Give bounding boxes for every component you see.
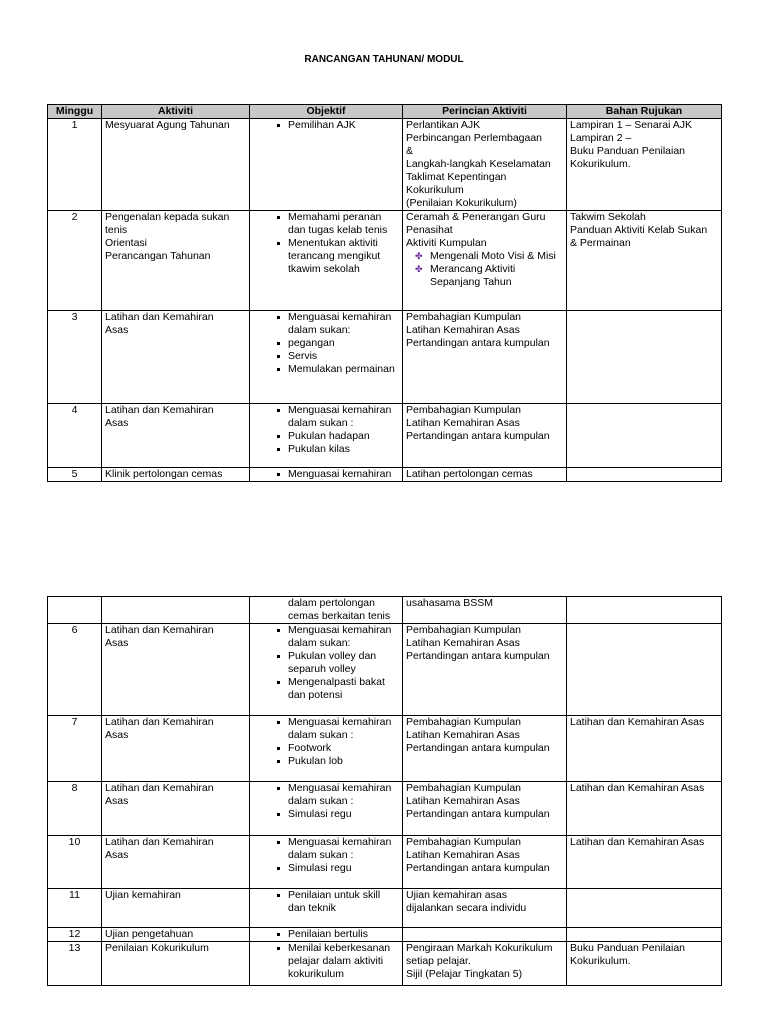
cell-line: Kokurikulum (406, 184, 464, 196)
cell-minggu: 13 (48, 942, 102, 986)
cell-perincian (403, 624, 567, 716)
cell-line: Latihan Kemahiran Asas (406, 324, 520, 336)
bullet-item: Memulakan permainan (288, 363, 399, 376)
bullet-item: ✤ Merancang Aktiviti Sepanjang Tahun (430, 263, 563, 289)
bullet-item: Menguasai kemahiran (288, 468, 399, 481)
bullet-item: Penilaian bertulis (288, 928, 399, 941)
cell-objektif (250, 782, 403, 836)
cell-aktiviti (102, 716, 250, 782)
bullet-item: pegangan (288, 337, 399, 350)
header-rujukan: Bahan Rujukan (567, 105, 722, 119)
cell-line: Perancangan Tahunan (105, 250, 211, 262)
cell-aktiviti (102, 836, 250, 889)
cell-line: Langkah-langkah Keselamatan (406, 158, 551, 170)
bullet-item: Pukulan volley dan separuh volley (288, 650, 399, 676)
cell-line: Latihan dan Kemahiran (105, 716, 214, 728)
cell-line: Asas (105, 324, 129, 336)
bullet-item: Penilaian untuk skill dan teknik (288, 889, 399, 915)
cell-perincian (403, 404, 567, 468)
cell-aktiviti (102, 928, 250, 942)
cell-line: Ujian pengetahuan (105, 928, 194, 940)
bullet-item: Pukulan kilas (288, 443, 399, 456)
table-row (48, 624, 722, 716)
cell-rujukan (567, 119, 722, 211)
cell-line: Asas (105, 417, 129, 429)
cell-line: setiap pelajar. (406, 955, 471, 967)
cell-minggu: 6 (48, 624, 102, 716)
cell-line: Latihan Kemahiran Asas (406, 795, 520, 807)
cell-aktiviti (102, 404, 250, 468)
cell-perincian (403, 468, 567, 482)
document-title: RANCANGAN TAHUNAN/ MODUL (304, 54, 464, 65)
cell-line: Asas (105, 729, 129, 741)
cell-line: dijalankan secara individu (406, 902, 527, 914)
cell-objektif (250, 119, 403, 211)
bullet-item: Pukulan lob (288, 755, 399, 768)
bullet-list (274, 624, 399, 702)
cell-line: Perbincangan Perlembagaan (406, 132, 543, 144)
cell-aktiviti (102, 889, 250, 928)
cell-minggu: 11 (48, 889, 102, 928)
cell-aktiviti (102, 119, 250, 211)
cell-line: Pertandingan antara kumpulan (406, 742, 550, 754)
cell-line: Panduan Aktiviti Kelab Sukan (570, 224, 708, 236)
bullet-list (274, 942, 399, 981)
cell-line: tenis (105, 224, 128, 236)
cell-perincian (403, 716, 567, 782)
cell-minggu: 7 (48, 716, 102, 782)
table-row (48, 716, 722, 782)
bullet-item: Menguasai kemahiran dalam sukan : (288, 782, 399, 808)
bullet-list (274, 836, 399, 875)
cell-minggu: 5 (48, 468, 102, 482)
bullet-item: Menentukan aktiviti terancang mengikut tkawim sekolah (288, 237, 399, 276)
bullet-list (274, 928, 399, 941)
table-row (48, 928, 722, 942)
table-row (48, 311, 722, 404)
cell-line: Latihan dan Kemahiran (105, 624, 214, 636)
bullet-item: ✤ Mengenali Moto Visi & Misi (430, 250, 563, 263)
cell-line: Mesyuarat Agung Tahunan (105, 119, 230, 131)
cell-minggu: 10 (48, 836, 102, 889)
cell-rujukan (567, 404, 722, 468)
cell-line: Buku Panduan Penilaian (570, 145, 686, 157)
cell-line: Latihan dan Kemahiran (105, 311, 214, 323)
bullet-list (274, 404, 399, 456)
cell-line: Pertandingan antara kumpulan (406, 862, 550, 874)
cell-objektif (250, 311, 403, 404)
cell-line: & Permainan (570, 237, 631, 249)
bullet-item: Footwork (288, 742, 399, 755)
cell-rujukan (567, 942, 722, 986)
cell-objektif (250, 836, 403, 889)
bullet-item: Menguasai kemahiran dalam sukan: (288, 311, 399, 337)
cell-rujukan (567, 928, 722, 942)
table-row (48, 404, 722, 468)
table-row (48, 119, 722, 211)
bullet-item: Menguasai kemahiran dalam sukan : (288, 404, 399, 430)
bullet-item: Memahami peranan dan tugas kelab tenis (288, 211, 399, 237)
cell-line: Takwim Sekolah (570, 211, 646, 223)
cell-line: Latihan dan Kemahiran (105, 404, 214, 416)
cell-line: Perlantikan AJK (406, 119, 481, 131)
cell-line: Asas (105, 795, 129, 807)
bullet-list (274, 119, 399, 132)
cell-line: Latihan Kemahiran Asas (406, 417, 520, 429)
cell-perincian (403, 211, 567, 311)
cell-line: Pembahagian Kumpulan (406, 716, 521, 728)
cell-line: Orientasi (105, 237, 148, 249)
table-row (48, 889, 722, 928)
bullet-list (274, 716, 399, 768)
cell-objektif (250, 468, 403, 482)
table-row (48, 836, 722, 889)
cell-line: Pertandingan antara kumpulan (406, 337, 550, 349)
bullet-list (274, 889, 399, 915)
header-aktiviti: Aktiviti (102, 105, 250, 119)
cell-line: Latihan dan Kemahiran (105, 836, 214, 848)
bullet-item: Simulasi regu (288, 808, 399, 821)
bullet-item: Menguasai kemahiran dalam sukan : (288, 836, 399, 862)
cell-line: Kokurikulum. (570, 955, 631, 967)
header-perincian: Perincian Aktiviti (403, 105, 567, 119)
cell-rujukan (567, 624, 722, 716)
header-objektif: Objektif (250, 105, 403, 119)
bullet-list (274, 311, 399, 376)
cell-line: Pengiraan Markah Kokurikulum (406, 942, 553, 954)
cell-line: Pembahagian Kumpulan (406, 624, 521, 636)
cell-perincian (403, 782, 567, 836)
cell-line: Kokurikulum. (570, 158, 631, 170)
cell-line: (Penilaian Kokurikulum) (406, 197, 517, 209)
cell-line: Sijil (Pelajar Tingkatan 5) (406, 968, 523, 980)
bullet-list (406, 250, 563, 289)
cell-line: Klinik pertolongan cemas (105, 468, 223, 480)
cell-perincian (403, 311, 567, 404)
cell-objektif (250, 716, 403, 782)
cell-line: Pengenalan kepada sukan (105, 211, 230, 223)
cell-line: Lampiran 2 – (570, 132, 632, 144)
cell-line: Asas (105, 637, 129, 649)
cell-line: Asas (105, 849, 129, 861)
cell-rujukan (567, 782, 722, 836)
cell-line: Pembahagian Kumpulan (406, 836, 521, 848)
cell-line: Latihan dan Kemahiran (105, 782, 214, 794)
cell-minggu: 4 (48, 404, 102, 468)
table-row (48, 468, 722, 482)
cell-perincian (403, 889, 567, 928)
cell-perincian (403, 836, 567, 889)
cell-line: Pertandingan antara kumpulan (406, 430, 550, 442)
cell-minggu: 1 (48, 119, 102, 211)
cell-minggu: 3 (48, 311, 102, 404)
cell-line: Pembahagian Kumpulan (406, 404, 521, 416)
cell-line: Taklimat Kepentingan (406, 171, 507, 183)
bullet-item: Servis (288, 350, 399, 363)
table-header-row (48, 105, 722, 119)
bullet-item: Menguasai kemahiran dalam sukan: (288, 624, 399, 650)
table-row-continued (48, 597, 722, 624)
cell-rujukan (567, 836, 722, 889)
cell-line: Buku Panduan Penilaian (570, 942, 686, 954)
cell-aktiviti (102, 311, 250, 404)
cell-objektif (250, 928, 403, 942)
cell-line: Pertandingan antara kumpulan (406, 650, 550, 662)
bullet-item: Menilai keberkesanan pelajar dalam aktiviti kokurikulum (288, 942, 399, 981)
cell-line: Pembahagian Kumpulan (406, 782, 521, 794)
cell-line: Latihan dan Kemahiran Asas (570, 716, 705, 728)
bullet-list (274, 468, 399, 481)
cell-minggu: 8 (48, 782, 102, 836)
cell-perincian (403, 928, 567, 942)
cell-line: Latihan dan Kemahiran Asas (570, 836, 705, 848)
cell-line: Lampiran 1 – Senarai AJK (570, 119, 692, 131)
cell-objektif (250, 211, 403, 311)
cell-line: Latihan Kemahiran Asas (406, 729, 520, 741)
bullet-item: Pemilihan AJK (288, 119, 399, 132)
cell-objektif (250, 942, 403, 986)
cell-line: Aktiviti Kumpulan (406, 237, 487, 249)
plan-table-page1 (47, 104, 722, 482)
header-minggu: Minggu (48, 105, 102, 119)
cell-line: Ujian kemahiran (105, 889, 181, 901)
cell-aktiviti (102, 782, 250, 836)
table-row (48, 942, 722, 986)
cell-line: Latihan dan Kemahiran Asas (570, 782, 705, 794)
cell-minggu: 2 (48, 211, 102, 311)
cell-aktiviti (102, 468, 250, 482)
cell-rujukan (567, 716, 722, 782)
plan-table-page2 (47, 596, 722, 986)
cell-rujukan (567, 468, 722, 482)
bullet-item: Mengenalpasti bakat dan potensi (288, 676, 399, 702)
cell-line: Penasihat (406, 224, 453, 236)
table-row (48, 211, 722, 311)
cell-objektif (250, 404, 403, 468)
bullet-item: Menguasai kemahiran dalam sukan : (288, 716, 399, 742)
cell-minggu: 12 (48, 928, 102, 942)
bullet-list (274, 211, 399, 276)
cell-line: Pertandingan antara kumpulan (406, 808, 550, 820)
cell-perincian-continued: usahasama BSSM (403, 597, 567, 624)
bullet-item: Simulasi regu (288, 862, 399, 875)
cell-line: Latihan pertolongan cemas (406, 468, 533, 480)
cell-line: Latihan Kemahiran Asas (406, 637, 520, 649)
cell-objektif (250, 624, 403, 716)
cell-aktiviti (102, 942, 250, 986)
cell-objektif-continued: dalam pertolongan cemas berkaitan tenis (250, 597, 403, 624)
table-row (48, 782, 722, 836)
cell-aktiviti (102, 624, 250, 716)
cell-line: Ujian kemahiran asas (406, 889, 507, 901)
cell-line: Pembahagian Kumpulan (406, 311, 521, 323)
cell-line: Ceramah & Penerangan Guru (406, 211, 546, 223)
cell-aktiviti (102, 211, 250, 311)
cell-rujukan (567, 211, 722, 311)
bullet-item: Pukulan hadapan (288, 430, 399, 443)
cell-line: Latihan Kemahiran Asas (406, 849, 520, 861)
bullet-list (274, 782, 399, 821)
cell-line: & (406, 145, 414, 157)
cell-rujukan (567, 311, 722, 404)
cell-line: Penilaian Kokurikulum (105, 942, 209, 954)
cell-perincian (403, 119, 567, 211)
cell-rujukan (567, 889, 722, 928)
cell-objektif (250, 889, 403, 928)
cell-perincian (403, 942, 567, 986)
